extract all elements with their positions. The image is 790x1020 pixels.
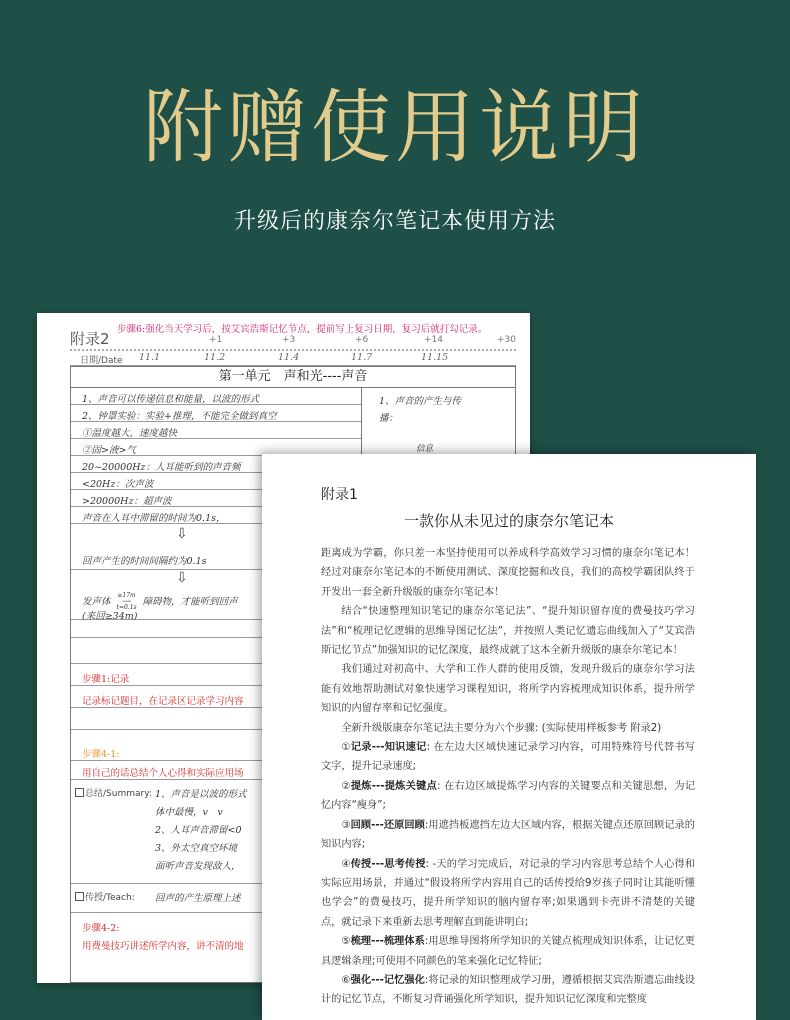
note-line: 声音在人耳中滞留的时间为0.1s， [82, 513, 226, 524]
step-item [321, 971, 695, 1010]
step6-instruction: 步骤6:强化当天学习后，按艾宾浩斯记忆节点，提前写上复习日期，复习后就打勾记录。 [117, 324, 488, 335]
step-item [321, 932, 695, 971]
step-text: :用思维导图将所学知识的关键点梳理成知识体系，让记忆更具逻辑条理;可使用不同颜色的笔来强化记忆特征; [321, 936, 695, 967]
step-number: ⑥ [341, 974, 351, 986]
note-line: ①温度越大，速度越快 [82, 428, 178, 439]
note-line: 1、声音可以传递信息和能量，以波的形式 [82, 394, 260, 405]
formula-top: ≥17m [117, 592, 136, 599]
appendix1-label: 附录1 [321, 487, 358, 503]
review-date: 11.2 [204, 352, 226, 363]
teach-label-text: 传授/Teach: [85, 893, 135, 903]
step42-text: 用费曼技巧讲述所学内容，讲不清的地 [82, 941, 244, 952]
review-date: 11.7 [351, 352, 373, 363]
step-text: : 在左边大区域快速记录学习内容，可用特殊符号代替书写文字，提升记录速度; [321, 742, 695, 773]
appendix1-text-page [262, 454, 756, 1020]
note-line: (来回≥34m) [82, 611, 138, 622]
note-line: 2、钟罩实验：实验+推理，不能完全做到真空 [82, 411, 277, 422]
note-fragment: 发声体 [82, 596, 111, 608]
intro-paragraph: 距离成为学霸，你只差一本坚持使用可以养成科学高效学习习惯的康奈尔笔记本！经过对康奈尔笔记本的不断使用测试、深度挖掘和改良，我们的高校学霸团队终于开发出一套全新升级版的康奈尔笔记本！ [321, 548, 695, 598]
summary-line: 面听声音发现敌人， [155, 861, 241, 872]
cue-note: 1、声音的产生与传 [379, 396, 462, 407]
review-dotted-line [70, 349, 516, 351]
formula-bottom: t=0.1s [116, 604, 137, 611]
step-number: ① [341, 742, 351, 754]
step-item [321, 816, 695, 855]
note-line: ②固>液>气 [82, 445, 136, 456]
step41-text: 用自己的话总结个人心得和实际应用场 [82, 768, 244, 779]
note-line: 20~20000Hz：人耳能听到的声音频 [82, 462, 241, 473]
step-number: ② [341, 780, 351, 792]
step-item [321, 855, 695, 933]
date-label: 日期/Date [80, 356, 123, 366]
formula-arrow: ≥17m ⟶ t=0.1s [116, 592, 137, 611]
summary-label-text: 总结/Summary: [85, 789, 152, 799]
teach-checkbox [75, 892, 84, 901]
review-mark: +14 [424, 335, 443, 345]
teach-label [75, 890, 135, 903]
step-number: ③ [341, 819, 351, 831]
unit-title: 第一单元 声和光----声音 [71, 367, 515, 388]
summary-line: 体中最慢，v v [155, 807, 223, 818]
step-name: 回顾---还原回顾 [350, 819, 425, 831]
appendix1-body [321, 544, 695, 1010]
review-date: 11.1 [139, 352, 161, 363]
step-item [321, 777, 695, 816]
summary-line: 2、人耳声音滞留<0 [155, 825, 242, 836]
step-text: : 在右边区域提炼学习内容的关键要点和关键思想，为记忆内容“瘦身”; [321, 780, 696, 812]
note-line: 回声产生的时间间隔约为0.1s [82, 556, 207, 567]
summary-checkbox [75, 788, 84, 797]
cue-note: 播： [379, 413, 399, 424]
summary-line: 1、声音是以波的形式 [155, 789, 247, 800]
step-number: ⑤ [341, 936, 351, 948]
review-mark: +1 [209, 335, 223, 345]
appendix2-label: 附录2 [70, 330, 110, 348]
step-name: 传授---思考传授 [350, 858, 426, 870]
method-paragraph: 结合“快速整理知识笔记的康奈尔笔记法”、“提升知识留存度的费曼技巧学习法”和“梳理记忆逻辑的思维导图记忆法”，并按照人类记忆遗忘曲线加入了“艾宾浩斯记忆节点”加强知识的记忆深度，最终成就了这本全新升级版的康奈尔笔记本！ [321, 606, 695, 657]
review-date: 11.15 [421, 352, 449, 363]
page-title: 附赠使用说明 [143, 81, 647, 174]
review-mark: +3 [282, 335, 296, 345]
note-line: <20Hz：次声波 [82, 479, 154, 490]
step1-title: 步骤1:记录 [82, 674, 130, 685]
review-mark: +6 [355, 335, 369, 345]
step-name: 记录---知识速记 [350, 742, 427, 754]
step-name: 提炼---提炼关键点 [350, 780, 438, 792]
step-name: 梳理---梳理体系 [350, 936, 425, 948]
feedback-paragraph: 我们通过对初高中、大学和工作人群的使用反馈，发现升级后的康奈尔学习法能有效地帮助测试对象快速学习课程知识，将所学内容梳理成知识体系，提升所学知识的内留存率和记忆强度。 [321, 664, 695, 715]
step-text: :将记录的知识整理成学习册，遵循根据艾宾浩斯遗忘曲线设计的记忆节点，不断复习背诵强化所学知识，提升知识记忆深度和完整度 [321, 974, 695, 1006]
down-arrow-icon: ⇩ [176, 570, 188, 586]
summary-line: 3、外太空真空环境 [155, 843, 238, 854]
review-mark: +30 [497, 335, 516, 345]
review-date: 11.4 [278, 352, 300, 363]
cue-note: 信息 [416, 444, 434, 454]
note-line: >20000Hz：超声波 [82, 496, 172, 507]
step-text: :用遮挡板遮挡左边大区域内容，根据关键点还原回顾记录的知识内容; [321, 819, 695, 851]
down-arrow-icon: ⇩ [176, 526, 188, 542]
step42-title: 步骤4-2: [82, 923, 120, 934]
note-fragment: 障碍物，才能听到回声 [142, 596, 238, 608]
summary-label [75, 786, 152, 799]
step-text: : -天的学习完成后，对记录的学习内容思考总结个人心得和实际应用场景，并通过“假设将所学内容用自己的话传授给9岁孩子同时让其能听懂也学会”的费曼技巧，提升所学知识的脑内留存率;如果遇到卡壳讲不清楚的关键点，就记录下来重新去思考理解直到能讲明白; [321, 858, 695, 928]
step-item [321, 738, 695, 777]
teach-text: 回声的产生原理上述 [155, 893, 241, 904]
step1-text: 记录标记题目，在记录区记录学习内容 [82, 696, 244, 707]
steps-intro-paragraph: 全新升级版康奈尔笔记法主要分为六个步骤: (实际使用样板参考 附录2) [341, 722, 662, 734]
step-name: 强化---记忆强化 [350, 974, 425, 986]
appendix1-heading: 一款你从未见过的康奈尔笔记本 [403, 512, 614, 530]
step-number: ④ [341, 858, 351, 870]
page-subtitle: 升级后的康奈尔笔记本使用方法 [233, 209, 556, 234]
step41-title: 步骤4-1: [82, 749, 120, 760]
